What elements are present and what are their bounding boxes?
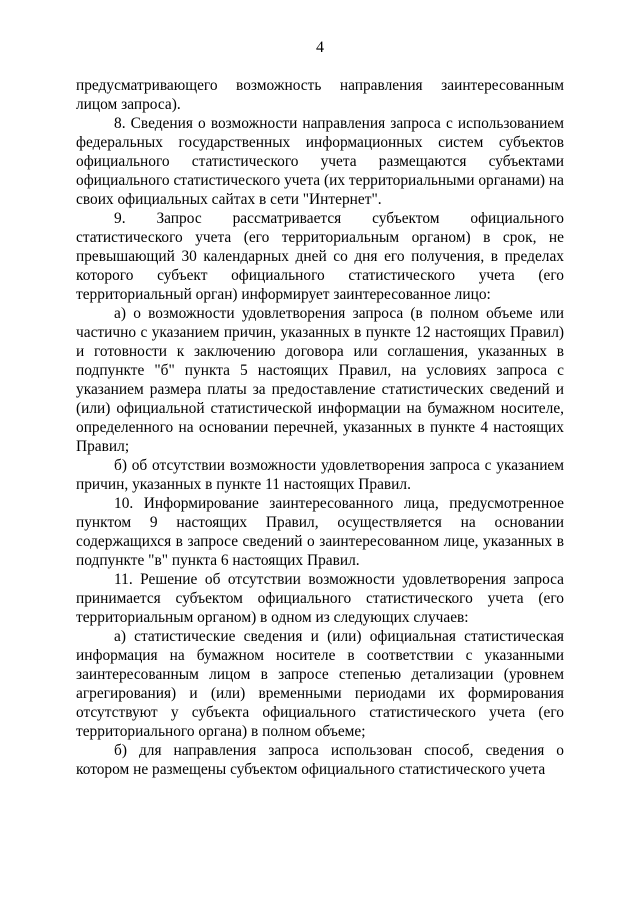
paragraph-item-9b: б) об отсутствии возможности удовлетворения запроса с указанием причин, указанных в пункте 11 настоящих Правил. xyxy=(76,457,564,493)
paragraph-item-9: 9. Запрос рассматривается субъектом официального статистического учета (его территориальным органом) в срок, не превышающий 30 календарных дней со дня его получения, в пределах которого субъект официального статистического учета (его территориальный орган) информирует заинтересованное лицо: xyxy=(76,210,564,303)
paragraph-item-10: 10. Информирование заинтересованного лица, предусмотренное пунктом 9 настоящих Правил, осуществляется на основании содержащихся в запросе сведений о заинтересованном лице, указанных в подпункте "в" пункта 6 настоящих Правил. xyxy=(76,495,564,569)
paragraph-item-8: 8. Сведения о возможности направления запроса с использованием федеральных государственных информационных систем субъектов официального статистического учета размещаются субъектами официального статистического учета (их территориальными органами) на своих официальных сайтах в сети "Интернет". xyxy=(76,115,564,208)
paragraph-item-9a: а) о возможности удовлетворения запроса (в полном объеме или частично с указанием причин, указанных в пункте 12 настоящих Правил) и готовности к заключению договора или соглашения, указанных в подпункте "б" пункта 5 настоящих Правил, на условиях запроса с указанием размера платы за предоставление статистических сведений и (или) официальной статистической информации на бумажном носителе, определенного на основании перечней, указанных в пункте 4 настоящих Правил; xyxy=(76,305,564,455)
paragraph-item-11a: а) статистические сведения и (или) официальная статистическая информация на бумажном носителе в соответствии с указанными заинтересованным лицом в запросе степенью детализации (уровнем агрегирования) и (или) временными периодами их формирования отсутствуют у субъекта официального статистического учета (его территориального органа) в полном объеме; xyxy=(76,628,564,740)
document-body xyxy=(76,76,564,779)
paragraph-continuation: предусматривающего возможность направления заинтересованным лицом запроса). xyxy=(76,77,564,113)
paragraph-item-11b: б) для направления запроса использован способ, сведения о котором не размещены субъектом официального статистического учета xyxy=(76,742,564,778)
page-number: 4 xyxy=(316,39,324,56)
paragraph-item-11: 11. Решение об отсутствии возможности удовлетворения запроса принимается субъектом официального статистического учета (его территориальным органом) в одном из следующих случаев: xyxy=(76,571,564,626)
